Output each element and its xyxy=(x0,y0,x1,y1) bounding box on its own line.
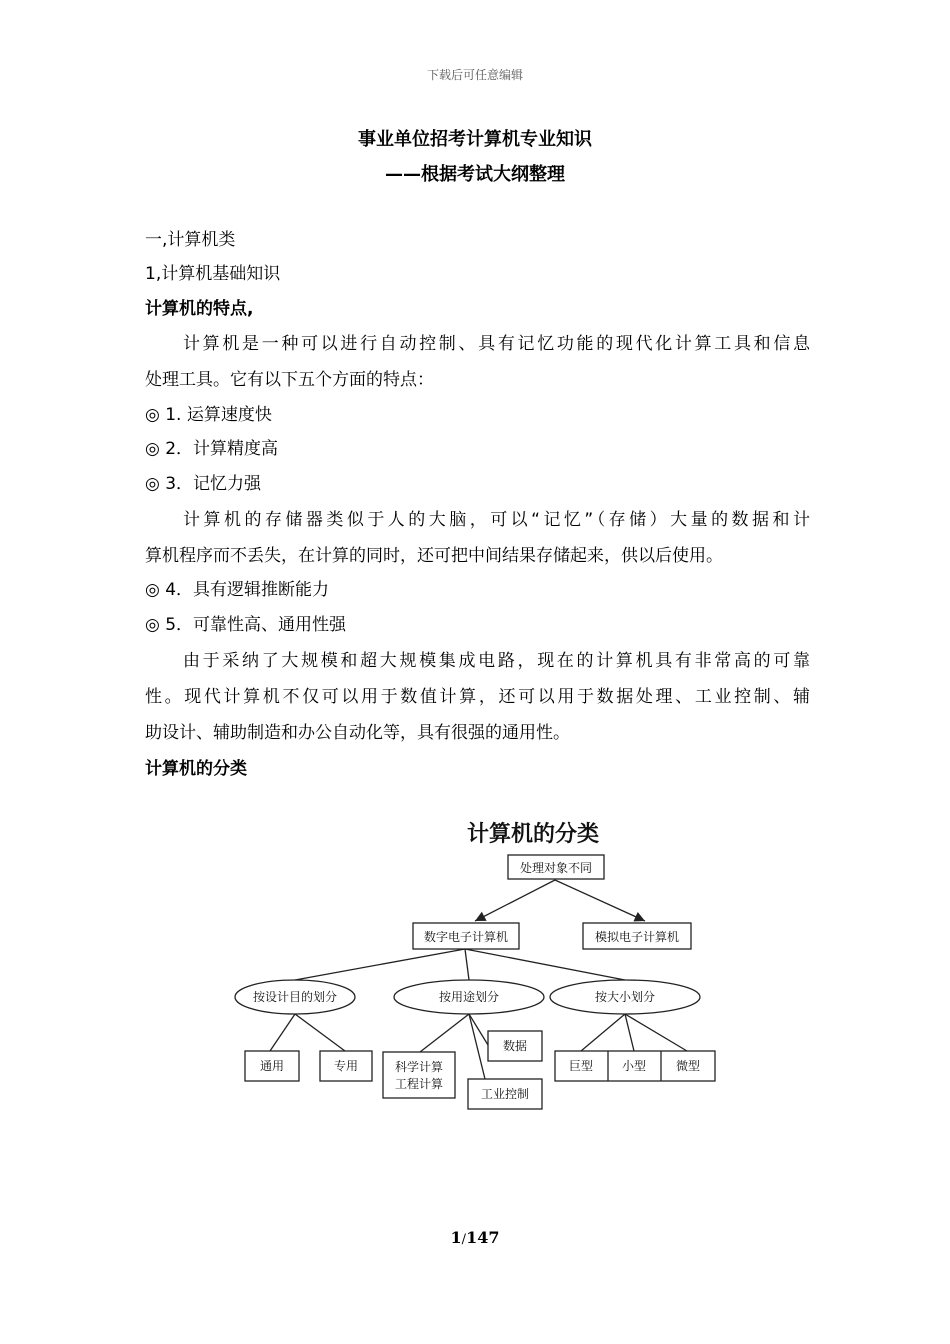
page-total: 147 xyxy=(466,1228,500,1247)
use-label: 按用途划分 xyxy=(438,990,500,1004)
paragraph-line: 处理工具。它有以下五个方面的特点： xyxy=(145,370,434,390)
special-label: 专用 xyxy=(333,1059,359,1073)
digital-label: 数字电子计算机 xyxy=(423,930,509,944)
diagram-title: 计算机的分类 xyxy=(466,822,600,847)
micro-label: 微型 xyxy=(675,1059,701,1073)
paragraph-line: 助设计、辅助制造和办公自动化等，具有很强的通用性。 xyxy=(145,723,570,743)
header-note: 下载后可任意编辑 xyxy=(426,68,523,82)
scientific-label: 科学计算 xyxy=(394,1060,444,1074)
page-current: 1 xyxy=(450,1228,462,1247)
general-label: 通用 xyxy=(259,1059,285,1073)
section-heading: 一,计算机类 xyxy=(145,230,236,250)
scientific-box xyxy=(383,1052,455,1098)
paragraph-line: 计算机是一种可以进行自动控制、具有记忆功能的现代化计算工具和信息 xyxy=(183,334,810,354)
feature-item: ◎ 4．具有逻辑推断能力 xyxy=(145,580,330,600)
paragraph-line: 性。现代计算机不仅可以用于数值计算，还可以用于数据处理、工业控制、辅 xyxy=(145,687,810,707)
topic-heading-classification: 计算机的分类 xyxy=(145,759,247,779)
size-label: 按大小划分 xyxy=(594,990,656,1004)
feature-item: ◎ 2．计算精度高 xyxy=(145,439,279,459)
small-label: 小型 xyxy=(621,1059,647,1073)
feature-item: ◎ 1. 运算速度快 xyxy=(145,405,272,425)
analog-label: 模拟电子计算机 xyxy=(594,930,680,944)
feature-item: ◎ 5．可靠性高、通用性强 xyxy=(145,615,347,635)
root-label: 处理对象不同 xyxy=(519,861,593,875)
page-separator: / xyxy=(461,1232,467,1247)
paragraph-line: 计算机的存储器类似于人的大脑，可以“记忆”（存储）大量的数据和计 xyxy=(183,510,810,530)
paragraph-line: 由于采纳了大规模和超大规模集成电路，现在的计算机具有非常高的可靠 xyxy=(183,651,810,671)
document-title: 事业单位招考计算机专业知识 xyxy=(358,129,592,150)
data-label: 数据 xyxy=(502,1039,528,1053)
control-label: 工业控制 xyxy=(480,1087,530,1101)
document-subtitle: ——根据考试大纲整理 xyxy=(385,164,565,185)
page-number xyxy=(0,1228,950,1247)
topic-heading-features: 计算机的特点, xyxy=(145,299,254,319)
subsection-heading: 1,计算机基础知识 xyxy=(145,264,281,284)
large-label: 巨型 xyxy=(568,1059,594,1073)
feature-item: ◎ 3．记忆力强 xyxy=(145,474,262,494)
classification-diagram xyxy=(225,805,725,1125)
paragraph-line: 算机程序而不丢失，在计算的同时，还可把中间结果存储起来，供以后使用。 xyxy=(145,546,723,566)
purpose-label: 按设计目的划分 xyxy=(252,990,338,1004)
engineering-label: 工程计算 xyxy=(394,1077,444,1091)
